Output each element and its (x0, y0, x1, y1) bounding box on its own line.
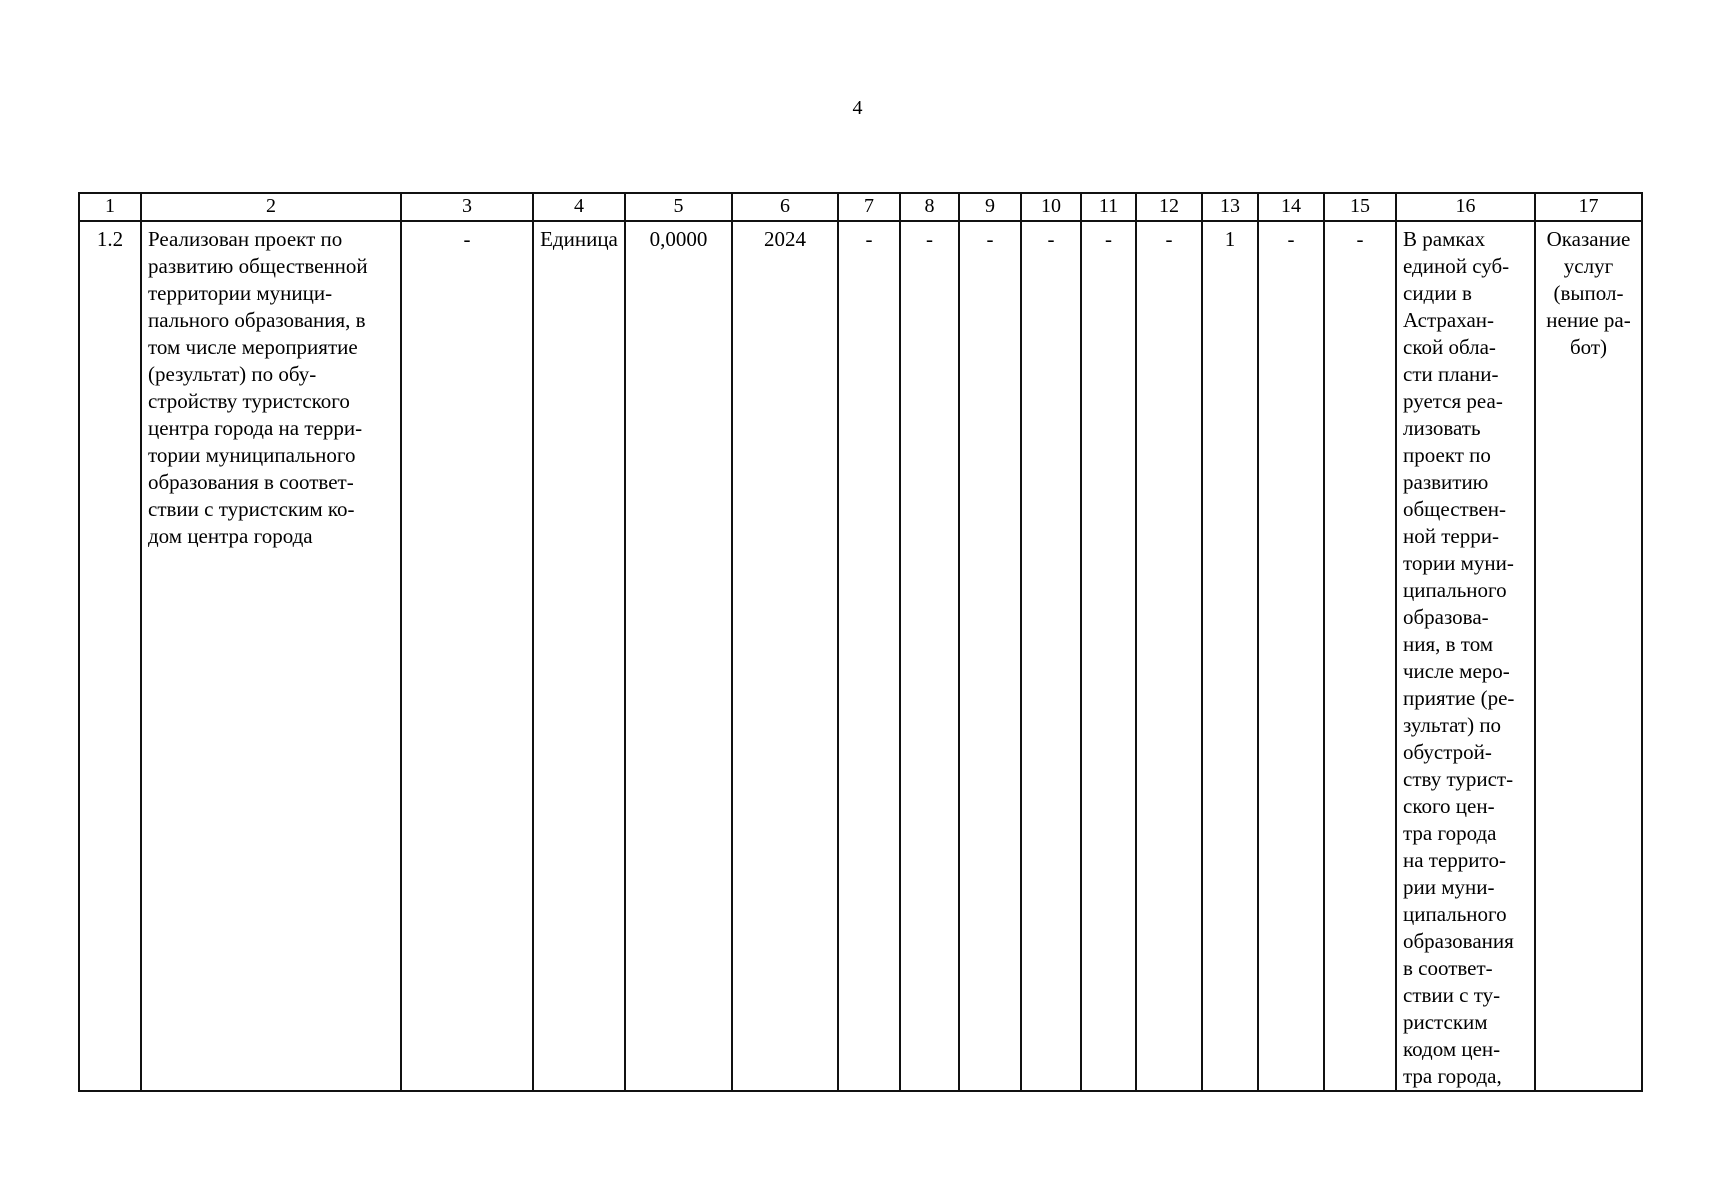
table-row (79, 221, 1642, 1091)
col-header-14: 14 (1258, 193, 1324, 221)
cell-col-14: - (1258, 221, 1324, 1091)
cell-col-11: - (1081, 221, 1136, 1091)
cell-col-10: - (1021, 221, 1081, 1091)
col-header-3: 3 (401, 193, 533, 221)
col-header-6: 6 (732, 193, 838, 221)
col-header-10: 10 (1021, 193, 1081, 221)
cell-row-number: 1.2 (79, 221, 141, 1091)
col-header-7: 7 (838, 193, 900, 221)
cell-unit: Единица (533, 221, 625, 1091)
cell-col-12: - (1136, 221, 1202, 1091)
col-header-1: 1 (79, 193, 141, 221)
cell-base-value: 0,0000 (625, 221, 732, 1091)
col-header-17: 17 (1535, 193, 1642, 221)
cell-col-7: - (838, 221, 900, 1091)
cell-col-3: - (401, 221, 533, 1091)
col-header-4: 4 (533, 193, 625, 221)
indicators-table (78, 192, 1643, 1092)
col-header-15: 15 (1324, 193, 1396, 221)
col-header-9: 9 (959, 193, 1021, 221)
cell-year: 2024 (732, 221, 838, 1091)
col-header-5: 5 (625, 193, 732, 221)
table-header-row (79, 193, 1642, 221)
page-number: 4 (852, 97, 863, 119)
col-header-11: 11 (1081, 193, 1136, 221)
col-header-13: 13 (1202, 193, 1258, 221)
cell-col-8: - (900, 221, 959, 1091)
cell-note: В рамках единой суб- сидии в Астрахан- ской обла- сти плани- руется реа- лизовать проект по развитию обществен- ной терри- тории муни- ципального образова- ния, в том числе меро- приятие (ре- зультат) по обустрой- ству турист- ского цен- тра города на террито- рии муни- ципального образования в соответ- ствии с ту- ристским кодом цен- тра города, (1396, 221, 1535, 1091)
cell-col-9: - (959, 221, 1021, 1091)
cell-col-13: 1 (1202, 221, 1258, 1091)
col-header-12: 12 (1136, 193, 1202, 221)
col-header-16: 16 (1396, 193, 1535, 221)
cell-result-type: Оказание услуг (выпол- нение ра- бот) (1535, 221, 1642, 1091)
cell-col-15: - (1324, 221, 1396, 1091)
col-header-2: 2 (141, 193, 401, 221)
cell-result-name: Реализован проект по развитию общественной территории муници- пального образования, в том числе мероприятие (результат) по обу- стройству туристского центра города на терри- тории муниципального образования в соответ- ствии с туристским ко- дом центра города (141, 221, 401, 1091)
col-header-8: 8 (900, 193, 959, 221)
